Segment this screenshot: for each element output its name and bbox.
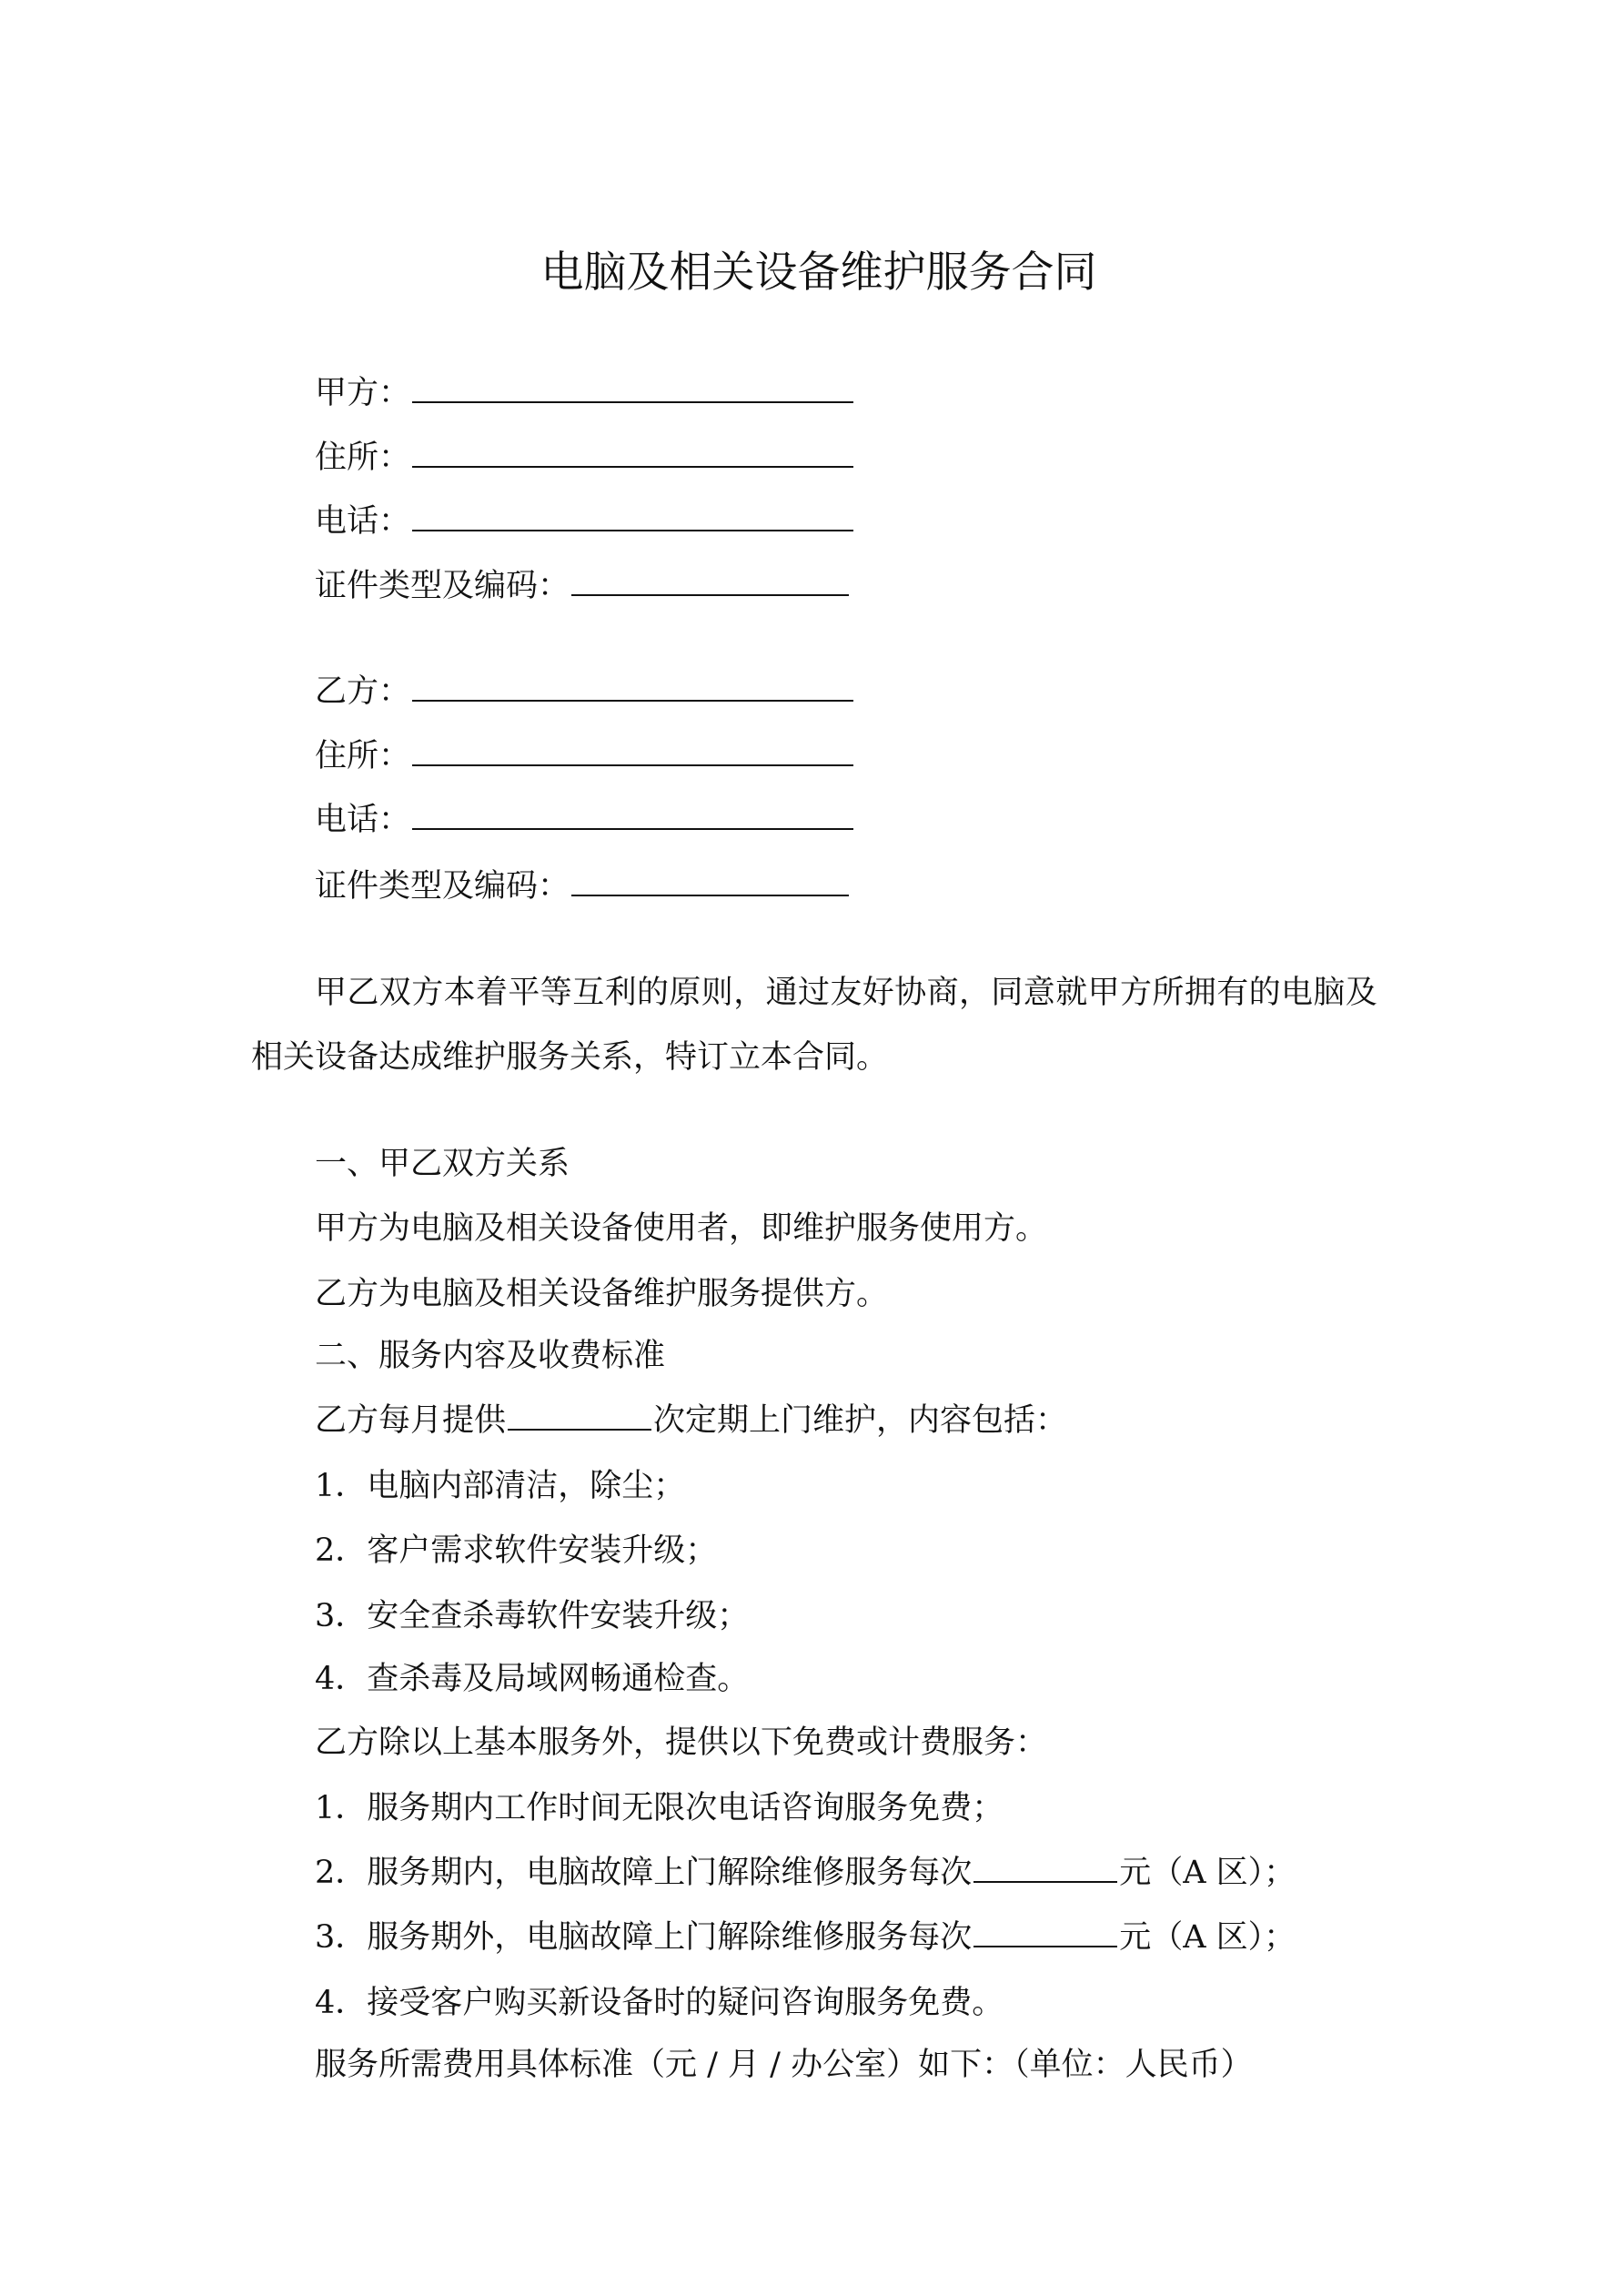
- out-period-fee-field[interactable]: [973, 1918, 1117, 1947]
- party-a-phone-field[interactable]: [412, 502, 853, 531]
- party-a-id-field[interactable]: [571, 567, 849, 596]
- extra-item-3: [315, 1906, 1296, 1969]
- basic-item-3: 3．安全查杀毒软件安装升级；: [315, 1598, 750, 1634]
- party-b-id-row: [315, 855, 851, 918]
- extra-services-intro: 乙方除以上基本服务外，提供以下免费或计费服务：: [315, 1725, 1048, 1761]
- text: 次定期上门维护，内容包括：: [653, 1402, 1068, 1439]
- text: 乙方每月提供: [315, 1402, 507, 1439]
- label: 甲方：: [315, 375, 411, 411]
- section-2-heading: 二、服务内容及收费标准: [315, 1338, 666, 1374]
- visit-frequency-row: [315, 1389, 1067, 1452]
- document-title: 电脑及相关设备维护服务合同: [540, 248, 1097, 298]
- party-a-address-row: [315, 426, 855, 490]
- fee-standard-note: 服务所需费用具体标准（元 / 月 / 办公室）如下：（单位：人民币）: [315, 2047, 1253, 2083]
- party-a-address-field[interactable]: [412, 439, 853, 468]
- extra-item-4: 4．接受客户购买新设备时的疑问咨询服务免费。: [315, 1985, 1004, 2021]
- section-1-heading: 一、甲乙双方关系: [315, 1146, 570, 1182]
- label: 住所：: [315, 738, 411, 774]
- party-b-address-row: [315, 724, 855, 788]
- preamble-line-1: 甲乙双方本着平等互利的原则，通过友好协商，同意就甲方所拥有的电脑及: [315, 975, 1378, 1011]
- party-a-id-row: [315, 554, 851, 618]
- visit-count-field[interactable]: [508, 1401, 651, 1431]
- section-1-paragraph-1: 甲方为电脑及相关设备使用者，即维护服务使用方。: [315, 1210, 1048, 1247]
- party-b-address-field[interactable]: [412, 737, 853, 766]
- preamble-line-2: 相关设备达成维护服务关系，特订立本合同。: [251, 1039, 889, 1076]
- label: 证件类型及编码：: [315, 568, 570, 604]
- basic-item-2: 2．客户需求软件安装升级；: [315, 1532, 718, 1569]
- party-b-name-row: [315, 660, 855, 723]
- label: 证件类型及编码：: [315, 868, 570, 905]
- party-a-name-field[interactable]: [412, 374, 853, 403]
- party-b-phone-row: [315, 788, 855, 852]
- basic-item-1: 1．电脑内部清洁，除尘；: [315, 1468, 686, 1504]
- in-period-fee-field[interactable]: [973, 1854, 1117, 1883]
- basic-item-4: 4．查杀毒及局域网畅通检查。: [315, 1661, 750, 1697]
- party-a-name-row: [315, 361, 855, 425]
- extra-item-2: [315, 1841, 1296, 1905]
- party-a-phone-row: [315, 490, 855, 553]
- party-b-id-field[interactable]: [571, 867, 849, 896]
- text: 3．服务期外，电脑故障上门解除维修服务每次: [315, 1919, 973, 1956]
- text: 2．服务期内，电脑故障上门解除维修服务每次: [315, 1855, 973, 1891]
- party-b-name-field[interactable]: [412, 673, 853, 702]
- section-1-paragraph-2: 乙方为电脑及相关设备维护服务提供方。: [315, 1276, 889, 1312]
- party-b-phone-field[interactable]: [412, 801, 853, 830]
- label: 住所：: [315, 440, 411, 476]
- label: 电话：: [315, 802, 411, 838]
- label: 电话：: [315, 503, 411, 540]
- text: 元（A 区）；: [1119, 1855, 1296, 1891]
- label: 乙方：: [315, 673, 411, 710]
- extra-item-1: 1．服务期内工作时间无限次电话咨询服务免费；: [315, 1790, 1004, 1826]
- text: 元（A 区）；: [1119, 1919, 1296, 1956]
